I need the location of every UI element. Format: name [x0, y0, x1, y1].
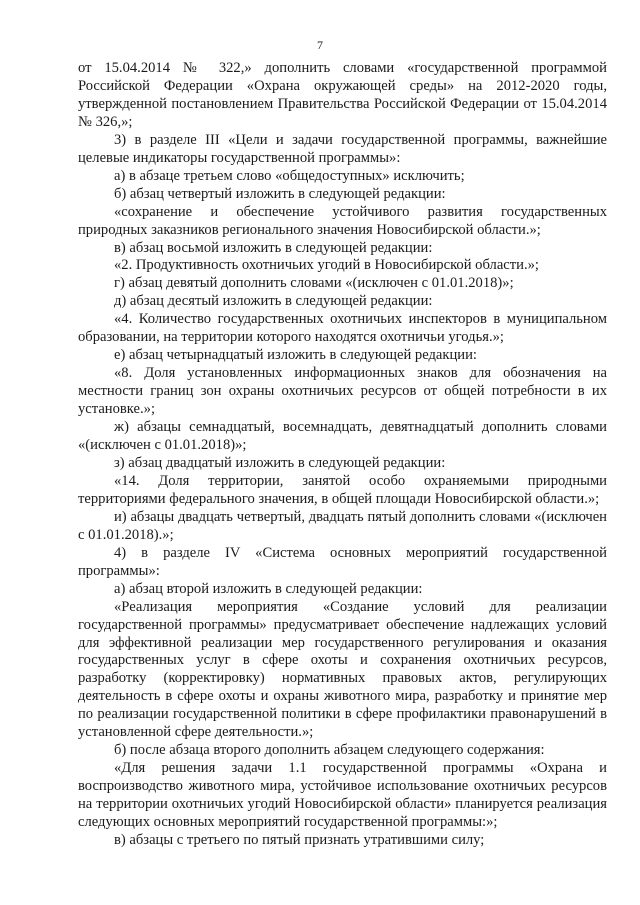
paragraph: «Реализация мероприятия «Создание условий для реализации государственной программы» предусматривает обеспечение надлежащих условий для эффективной реализации мер государственного регулирования и оказания государственных услуг в сфере охоты и сохранения охотничьих ресурсов, разработку (корректировку) нормативных правовых актов, регулирующих деятельность в сфере охоты и охраны животного мира, разработку и принятие мер по реализации государственной политики в сфере профилактики правонарушений в установленной сфере деятельности.»;: [78, 598, 607, 741]
paragraph: д) абзац десятый изложить в следующей редакции:: [114, 293, 433, 310]
document-body: [78, 60, 607, 850]
paragraph: б) абзац четвертый изложить в следующей редакции:: [114, 185, 446, 202]
paragraph: г) абзац девятый дополнить словами «(исключен с 01.01.2018)»;: [114, 275, 514, 292]
paragraph: е) абзац четырнадцатый изложить в следующей редакции:: [114, 347, 477, 364]
page-number: 7: [317, 38, 323, 52]
paragraph: а) абзац второй изложить в следующей редакции:: [114, 580, 423, 597]
paragraph: «4. Количество государственных охотничьих инспекторов в муниципальном образовании, на территории которого находятся охотничьи угодья.»;: [78, 311, 607, 346]
paragraph: «2. Продуктивность охотничьих угодий в Новосибирской области.»;: [114, 257, 539, 274]
paragraph: «Для решения задачи 1.1 государственной программы «Охрана и воспроизводство животного мира, устойчивое использование охотничьих ресурсов на территории охотничьих угодий Новосибирской области» планируется реализация следующих основных мероприятий государственной программы:»;: [78, 760, 607, 831]
paragraph: в) абзац восьмой изложить в следующей редакции:: [114, 239, 433, 256]
paragraph: 4) в разделе IV «Система основных мероприятий государственной программы»:: [78, 544, 607, 579]
paragraph: «14. Доля территории, занятой особо охраняемыми природными территориями федерального значения, в общей площади Новосибирской области.»;: [78, 472, 607, 507]
paragraph: от 15.04.2014 № 322,» дополнить словами «государственной программой Российской Федерации «Охрана окружающей среды» на 2012-2020 годы, утвержденной постановлением Правительства Российской Федерации от 15.04.2014 № 326,»;: [78, 60, 607, 130]
paragraph: ж) абзацы семнадцатый, восемнадцать, девятнадцатый дополнить словами «(исключен с 01.01.2018)»;: [78, 419, 607, 454]
paragraph: 3) в разделе III «Цели и задачи государственной программы, важнейшие целевые индикаторы государственной программы»:: [78, 131, 607, 166]
paragraph: б) после абзаца второго дополнить абзацем следующего содержания:: [114, 742, 545, 759]
paragraph: «8. Доля установленных информационных знаков для обозначения на местности границ зон охраны охотничьих ресурсов от общей потребности в их установке.»;: [78, 365, 607, 418]
paragraph: в) абзацы с третьего по пятый признать утратившими силу;: [114, 831, 485, 848]
paragraph: з) абзац двадцатый изложить в следующей редакции:: [114, 454, 446, 471]
paragraph: а) в абзаце третьем слово «общедоступных» исключить;: [114, 167, 465, 184]
paragraph: и) абзацы двадцать четвертый, двадцать пятый дополнить словами «(исключен с 01.01.2018).»;: [78, 508, 607, 543]
paragraph: «сохранение и обеспечение устойчивого развития государственных природных заказников регионального значения Новосибирской области.»;: [78, 203, 607, 238]
